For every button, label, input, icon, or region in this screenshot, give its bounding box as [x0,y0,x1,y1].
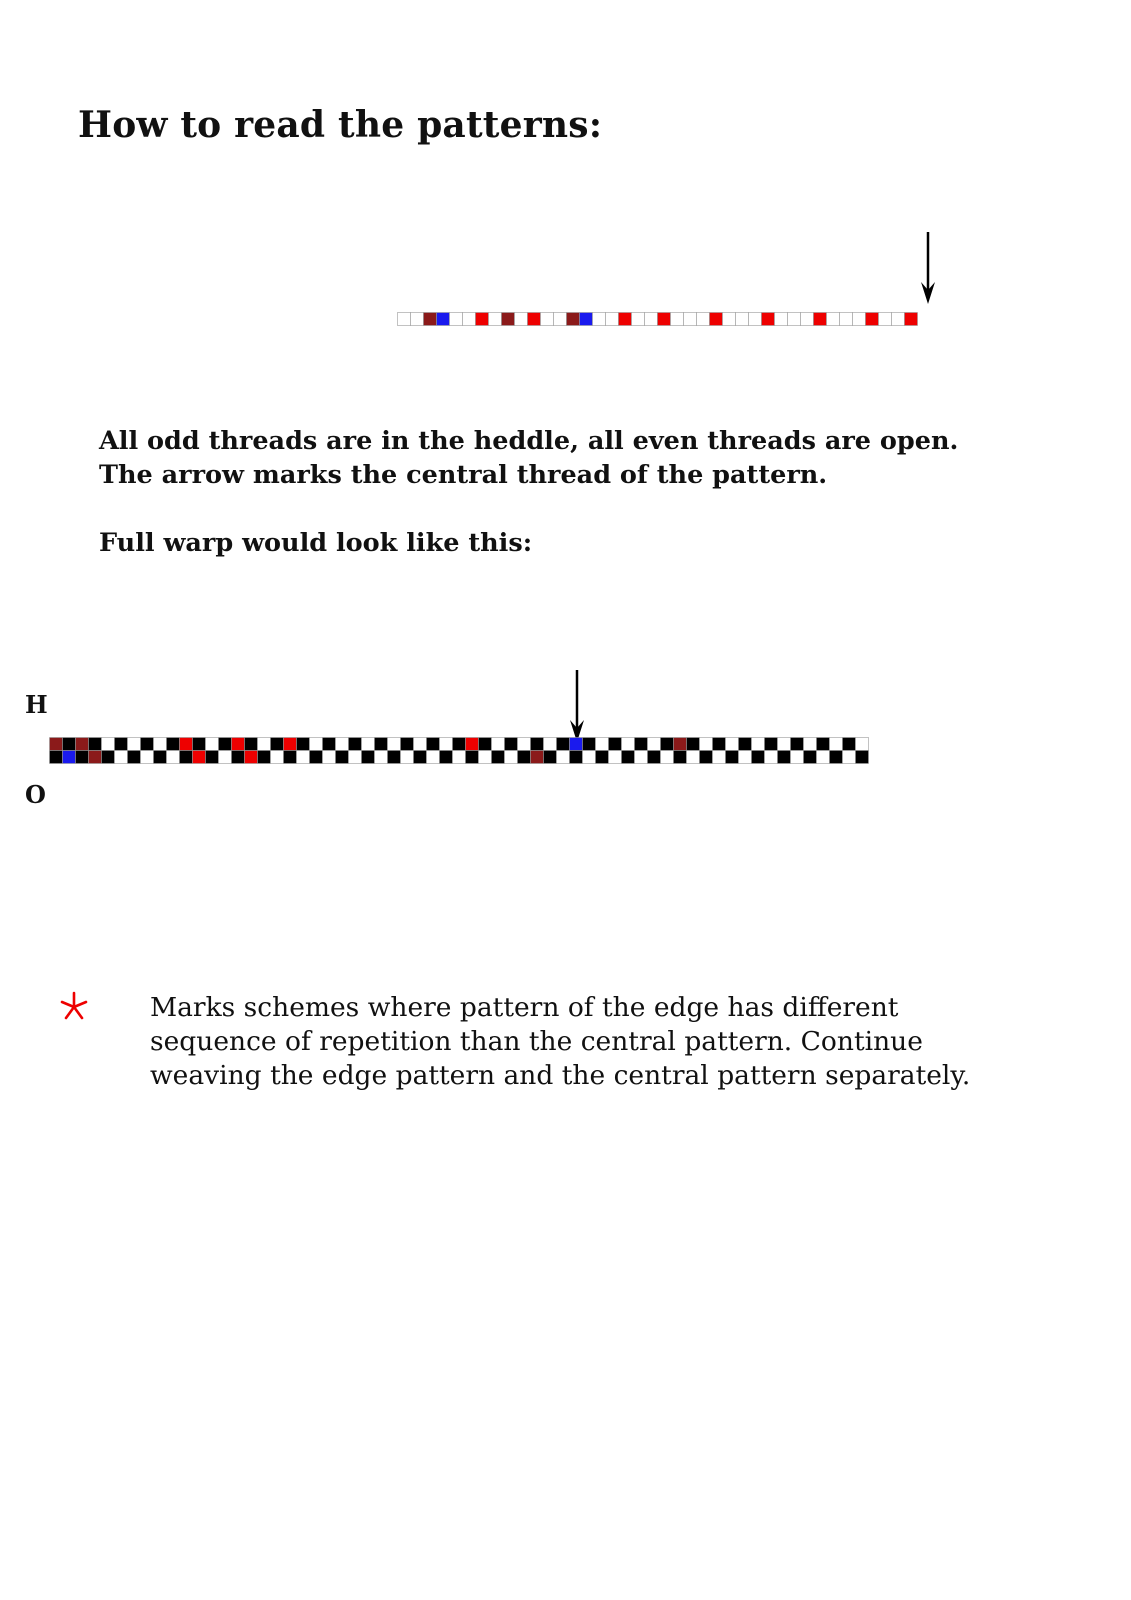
open-thread-cell [713,751,726,764]
open-thread-cell [284,751,297,764]
heddle-thread-cell [596,738,609,751]
open-thread-cell [544,751,557,764]
thread-cell [723,313,736,326]
heddle-thread-cell [440,738,453,751]
thread-cell [697,313,710,326]
thread-cell [541,313,554,326]
thread-cell [775,313,788,326]
thread-cell [788,313,801,326]
open-thread-cell [258,751,271,764]
heddle-thread-cell [414,738,427,751]
heddle-thread-cell [323,738,336,751]
heddle-thread-cell [102,738,115,751]
open-thread-cell [674,751,687,764]
open-thread-cell [63,751,76,764]
thread-cell [502,313,515,326]
heddle-thread-cell [362,738,375,751]
heddle-thread-cell [258,738,271,751]
thread-cell [840,313,853,326]
open-thread-cell [453,751,466,764]
thread-cell [671,313,684,326]
thread-cell [398,313,411,326]
heddle-thread-cell [453,738,466,751]
thread-cell [684,313,697,326]
open-thread-cell [492,751,505,764]
thread-cell [710,313,723,326]
heddle-thread-cell [648,738,661,751]
open-thread-cell [154,751,167,764]
open-row-label: O [25,780,46,809]
heddle-thread-cell [726,738,739,751]
heddle-thread-cell [739,738,752,751]
open-thread-cell [375,751,388,764]
heddle-thread-cell [466,738,479,751]
open-thread-cell [245,751,258,764]
open-thread-cell [661,751,674,764]
open-thread-cell [336,751,349,764]
open-thread-cell [349,751,362,764]
open-thread-cell [700,751,713,764]
heddle-thread-cell [297,738,310,751]
thread-cell [593,313,606,326]
open-thread-cell [726,751,739,764]
open-thread-cell [89,751,102,764]
open-thread-cell [752,751,765,764]
explanation-paragraph: All odd threads are in the heddle, all even threads are open. The arrow marks the central thread of the pattern. [99,426,959,490]
heddle-thread-cell [544,738,557,751]
thread-cell [580,313,593,326]
open-thread-cell [557,751,570,764]
heddle-thread-cell [713,738,726,751]
heddle-thread-cell [843,738,856,751]
heddle-thread-cell [635,738,648,751]
full-warp-grid [49,737,869,764]
open-thread-cell [102,751,115,764]
open-thread-cell [232,751,245,764]
thread-cell [424,313,437,326]
heddle-thread-cell [765,738,778,751]
open-thread-cell [804,751,817,764]
open-thread-cell [167,751,180,764]
open-thread-cell [271,751,284,764]
open-thread-cell [635,751,648,764]
heddle-thread-cell [388,738,401,751]
open-thread-cell [128,751,141,764]
open-thread-cell [323,751,336,764]
open-thread-cell [180,751,193,764]
open-thread-cell [583,751,596,764]
open-thread-cell [193,751,206,764]
heddle-thread-cell [167,738,180,751]
thread-cell [632,313,645,326]
open-thread-cell [427,751,440,764]
central-thread-arrow-icon [918,232,938,304]
open-thread-cell [830,751,843,764]
heddle-thread-cell [232,738,245,751]
heddle-thread-cell [570,738,583,751]
open-thread-cell [817,751,830,764]
heddle-thread-cell [336,738,349,751]
thread-cell [606,313,619,326]
thread-cell [567,313,580,326]
heddle-thread-cell [622,738,635,751]
thread-cell [801,313,814,326]
heddle-thread-cell [219,738,232,751]
thread-cell [515,313,528,326]
thread-cell [437,313,450,326]
thread-cell [814,313,827,326]
heddle-thread-cell [375,738,388,751]
open-thread-cell [297,751,310,764]
heddle-thread-cell [687,738,700,751]
thread-cell [736,313,749,326]
open-thread-cell [76,751,89,764]
heddle-thread-cell [427,738,440,751]
heddle-thread-cell [284,738,297,751]
open-thread-cell [219,751,232,764]
thread-cell [411,313,424,326]
open-thread-cell [765,751,778,764]
thread-cell [853,313,866,326]
open-thread-cell [596,751,609,764]
open-thread-cell [206,751,219,764]
open-thread-cell [141,751,154,764]
open-thread-cell [687,751,700,764]
heddle-thread-cell [817,738,830,751]
red-asterisk-icon [58,990,90,1022]
full-warp-center-arrow-icon [567,670,587,742]
heddle-thread-cell [245,738,258,751]
open-thread-cell [778,751,791,764]
heddle-thread-cell [557,738,570,751]
open-thread-cell [609,751,622,764]
thread-cell [749,313,762,326]
heddle-thread-cell [791,738,804,751]
heddle-thread-cell [700,738,713,751]
heddle-thread-cell [492,738,505,751]
thread-cell [905,313,918,326]
open-thread-cell [466,751,479,764]
thread-cell [827,313,840,326]
heddle-row-label: H [25,690,48,719]
heddle-thread-cell [349,738,362,751]
footnote-text: Marks schemes where pattern of the edge has different sequence of repetition than the central pattern. Continue weaving the edge pattern and the central pattern separately. [150,992,971,1091]
thread-cell [762,313,775,326]
pattern-strip [397,312,918,326]
thread-cell [645,313,658,326]
thread-cell [450,313,463,326]
heddle-thread-cell [76,738,89,751]
heddle-thread-cell [206,738,219,751]
heddle-thread-cell [609,738,622,751]
open-thread-cell [401,751,414,764]
heddle-thread-cell [830,738,843,751]
open-thread-cell [843,751,856,764]
thread-cell [619,313,632,326]
open-thread-cell [622,751,635,764]
full-warp-caption: Full warp would look like this: [99,528,533,558]
open-thread-cell [518,751,531,764]
heddle-thread-cell [674,738,687,751]
open-thread-cell [739,751,752,764]
heddle-thread-cell [271,738,284,751]
heddle-thread-cell [804,738,817,751]
heddle-thread-cell [180,738,193,751]
open-thread-cell [791,751,804,764]
heddle-thread-cell [401,738,414,751]
heddle-thread-cell [856,738,869,751]
heddle-thread-cell [154,738,167,751]
heddle-thread-cell [193,738,206,751]
thread-cell [528,313,541,326]
open-thread-cell [479,751,492,764]
open-thread-cell [414,751,427,764]
page-title: How to read the patterns: [78,104,603,146]
thread-cell [476,313,489,326]
heddle-thread-cell [661,738,674,751]
open-thread-cell [570,751,583,764]
heddle-thread-cell [518,738,531,751]
open-thread-cell [388,751,401,764]
open-thread-cell [115,751,128,764]
thread-cell [658,313,671,326]
open-thread-cell [648,751,661,764]
heddle-thread-cell [531,738,544,751]
heddle-thread-cell [752,738,765,751]
heddle-thread-cell [89,738,102,751]
heddle-thread-cell [141,738,154,751]
open-thread-cell [440,751,453,764]
heddle-thread-cell [583,738,596,751]
thread-cell [463,313,476,326]
heddle-thread-cell [63,738,76,751]
heddle-thread-cell [310,738,323,751]
open-thread-cell [310,751,323,764]
open-thread-cell [531,751,544,764]
thread-cell [489,313,502,326]
heddle-thread-cell [128,738,141,751]
open-thread-cell [505,751,518,764]
heddle-thread-cell [479,738,492,751]
heddle-thread-cell [115,738,128,751]
open-thread-cell [50,751,63,764]
heddle-thread-cell [50,738,63,751]
heddle-thread-cell [778,738,791,751]
open-thread-cell [856,751,869,764]
thread-cell [554,313,567,326]
heddle-thread-cell [505,738,518,751]
thread-cell [866,313,879,326]
thread-cell [892,313,905,326]
open-thread-cell [362,751,375,764]
thread-cell [879,313,892,326]
